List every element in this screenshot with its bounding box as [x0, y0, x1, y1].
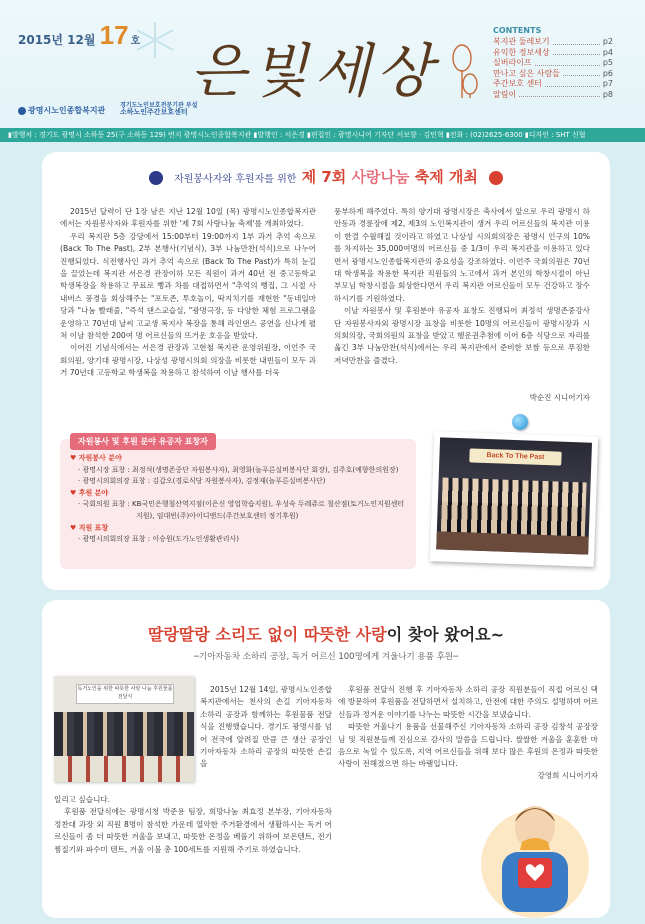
hand-heart-icon: [489, 171, 503, 185]
masthead-header: [0, 0, 645, 128]
title-suffix: 축제 개최: [414, 168, 478, 186]
logo-welfare-center-text: 광명시노인종합복지관: [28, 106, 106, 115]
masthead-title: 은빛세상: [190, 37, 439, 105]
gift-heart-illustration-icon: [462, 786, 608, 918]
paragraph: 일리고 싶습니다.: [54, 795, 111, 804]
article-festival-column-left: [60, 206, 316, 380]
logo-welfare-center: [18, 105, 105, 116]
contents-item[interactable]: 알림이 p8: [493, 89, 613, 99]
logo-daycare-line1: 경기도노인보호전문기관 부설: [120, 102, 198, 109]
leaf-decoration-icon: [440, 40, 486, 100]
paragraph: 따뜻한 겨울나기 용품을 선물해주신 기아자동차 소하리 공장 김창석 공장장님 및 직원분들께 진심으로 감사의 말씀을 드립니다. 쌀쌀한 겨울을 훈훈한 마음으로 녹일 수 있도록, 지역 어르신들을 위해 보다 많은 후원의 온정과 따뜻한 사랑이 전해졌으면 하는 바램입니다.: [338, 722, 598, 769]
article-donation-column-right: [338, 684, 598, 771]
paragraph: 후원품 전달식에는 광명시청 박준용 팀장, 희망나눔 최효정 본부장, 기아자동차 정찬대 과장 외 직원 8명이 참석한 가운데 열악한 주거환경에서 생활하시는 독거 어르신들이 좀 더 따뜻한 겨울을 보내고, 따뜻한 온정을 베풀기 위하여 보온텐트, 전기 찜질기와 파수미 텐트, 겨울 이불 총 100세트를 지원해 주기로 하였습니다.: [54, 807, 332, 854]
title-lead: 자원봉사자와 후원자를 위한: [174, 174, 297, 185]
hand-heart-icon: [149, 171, 163, 185]
title-highlight: 사랑나눔: [351, 168, 410, 186]
awards-category: ♥ 직원 표창: [70, 523, 109, 532]
article-donation-column-short: [200, 684, 332, 771]
logo-daycare-line2: 소하노인주간보호센터: [120, 108, 188, 116]
logo-daycare-center: [120, 102, 197, 116]
contents-item[interactable]: 실버라이프 p5: [493, 58, 613, 67]
title-part: 따뜻한 사랑: [303, 625, 387, 644]
contents-item[interactable]: 유익한 정보세상 p4: [493, 47, 613, 57]
awards-item: · 광명시장 표창 : 최정석(생명존중단 자원봉사자), 최영화(놀푸른실버봉사단 회장), 김주호(예향한의원장): [78, 465, 399, 474]
awards-title: 자원봉사 및 후원 분야 유공자 표창자: [70, 433, 216, 450]
paragraph: 우리 복지관 5층 강당에서 15:00부터 19:00까지 1부 과거 추억 속으로 (Back To The Past), 2부 본행사(기념식), 3부 나눔만찬(석식)으로 나누어 진행되었다. 식전행사인 과거 추억 속으로 (Back To The Past)가 특히 눈길을 끌었는데 복지관 서은경 관장이하 모든 직원이 과거 40년 전 중고등학교 학생복장을 착용하고 무료로 뻥과 차를 대접하면서 "추억의 뻥집, 그 시절 사내버스 풍경을 회상해주는 "포토존, 투호놀이, 딱지치기를 재현한 "동네일마당과 "나눔 빨래줄, "즉석 댄스교습실, "광명극장, 등 다양한 체험 프로그램을 운영하고 70년대 날씨 고교생 복지사 복장을 통해 라인댄스 공연을 신나게 펼쳐 이날 참석한 200여 명 어르신들의 뜨거운 호응을 받았다.: [60, 231, 316, 341]
issue-info: [18, 20, 140, 51]
paragraph: 이날 자원봉사 및 후원분야 유공자 표창도 진행되어 최정석 생명존중강사단 자원봉사자외 광명시장 표창을 비롯한 10명의 어르신들이 광명시장과 시의회의장, 국회의원의 표창을 받았고 행운권추첨에 이어 6층 식당으로 자리를 옮긴 3부 나눔만찬(석식)에서는 우리 복지관에서 준비한 보쌈 등으로 푸짐한 저녁만찬을 즐겼다.: [334, 306, 590, 365]
awards-item: · 국회의원 표창 : KB국민은행철산역지점(이은신 영업학습지원), 우성숙 두레쥬르 철산점(토거노인지원센터: [78, 500, 405, 509]
article-festival: [42, 152, 610, 590]
article-donation-byline: 강영희 시니어기자: [537, 771, 598, 780]
title-prefix: 제 7회: [301, 168, 347, 186]
issue-year-month: 2015년 12월: [18, 33, 96, 47]
issue-suffix: 호: [130, 36, 141, 47]
article-donation-title: [42, 622, 610, 645]
awards-item: · 광명시의회의장 표창 : 이승원(도가노인생활관리사): [78, 535, 239, 544]
pushpin-icon: [512, 414, 528, 430]
awards-list: [70, 453, 410, 546]
awards-item: 지원), 임대빈(주)아이디앤드(주간보호센터 정기후원): [136, 511, 299, 520]
paragraph: 후원품 전달식 진행 후 기아자동차 소하리 공장 직원분들이 직접 어르신 댁에 방문하여 후원품을 전달하면서 설치하고, 안전에 대한 주의도 설명하며 어르신들과 정겨운 이야기를 나누는 따뜻한 시간을 보냈습니다.: [338, 685, 598, 719]
contents-title: CONTENTS: [493, 26, 542, 35]
contents-box: [493, 26, 613, 100]
awards-item: · 광명시의회의장 표창 : 김갑오(경로식당 자원봉사자), 김정재(놀푸른실버봉사단): [78, 477, 326, 486]
article-festival-column-right: [334, 206, 590, 367]
awards-box: [60, 439, 416, 569]
title-part: 이 찾아 왔어요~: [386, 625, 504, 644]
paragraph: 풍부하게 해주었다. 특히 양기대 광명시장은 축사에서 앞으로 우리 광명시 하안동과 경륜장에 제2, 제3의 노인복지관이 생겨 우리 어르신들의 복지관 이용이 한결 수월해질 것이라고 하였고 나상성 시의회의장은 광명시 인구의 10%를 차지하는 35,000여명의 어르신들 중 1/3이 우리 복지관을 이용하고 있다면서 광명시노인종합복지관의 중요성을 강조하였다. 이언주 국회의원은 70년대 학생복을 착용한 복지관 직원들의 노고에서 과거 본인의 학창시절이 아닌 부모님 학창시절을 회상한다면서 우리 복지관 어르신들이 모두 건강하고 장수하시기를 기원하였다.: [334, 207, 590, 303]
title-part: 딸랑딸랑 소리도 없이: [148, 625, 299, 644]
paragraph: 2015년 12월 14일, 광명시노인종합복지관에서는 천사의 손길 기아자동차 소하리 공장과 함께하는 후원물품 전달식을 진행했습니다. 경기도 광명시를 넘어 전국에 알려질 만큼 큰 생산 공장인 기아자동차 소하리 공장의 따뜻한 손길을: [200, 685, 332, 769]
awards-category: ♥ 후원 분야: [70, 488, 109, 497]
photo-image: [436, 437, 592, 554]
issue-number: 17: [99, 20, 129, 50]
donation-ceremony-photo: [54, 676, 194, 782]
paragraph: 2015년 달력이 단 1장 남은 지난 12월 10일 (목) 광명시노인종합복지관에서는 자원봉사자와 후원자를 위한 '제 7회 사랑나눔 축제'를 개최하였다.: [60, 207, 316, 229]
article-donation-column-wide: [54, 794, 332, 856]
article-festival-byline: 박순진 시니어기자: [529, 393, 590, 402]
paragraph: 이어진 기념식에서는 서은경 관장과 고현철 복지관 운영위원장, 이언주 국회의원, 양기대 광명시장, 나상성 광명시의회 의장을 비롯한 내빈들이 모두 과거 70년대 고등학교 학생복을 착용하고 참석하여 이날 행사를 더욱: [60, 343, 316, 378]
logo-mark-icon: [18, 107, 26, 115]
contents-item[interactable]: 주간보호 센터 p7: [493, 79, 613, 88]
photo-banner: Back To The Past: [469, 448, 561, 465]
article-donation: [42, 600, 610, 918]
photo-banner: 독거노인을 위한 따뜻한 사랑 나눔 후원물품 전달식: [76, 684, 174, 704]
article-festival-title: [42, 166, 610, 187]
festival-group-photo: [430, 431, 598, 567]
publication-info-bar: ▮발행처 : 경기도 광명시 소하동 25(구 소하동 129) 번지 광명시노인종합복지관 ▮발행인 : 서은경 ▮편집인 : 광명시니어 기자단 서보향 · 김민혁 ▮전화 : (02)2625-6300 ▮디자인 : SHT 신협: [0, 128, 645, 142]
article-donation-subtitle: ─기아자동차 소하리 공장, 독거 어르신 100명에게 겨울나기 용품 후원─: [193, 652, 459, 662]
contents-item[interactable]: 만나고 싶은 사람들 p6: [493, 68, 613, 78]
contents-item[interactable]: 복지관 둘레보기 p2: [493, 37, 613, 46]
awards-category: ♥ 자원봉사 분야: [70, 454, 122, 462]
